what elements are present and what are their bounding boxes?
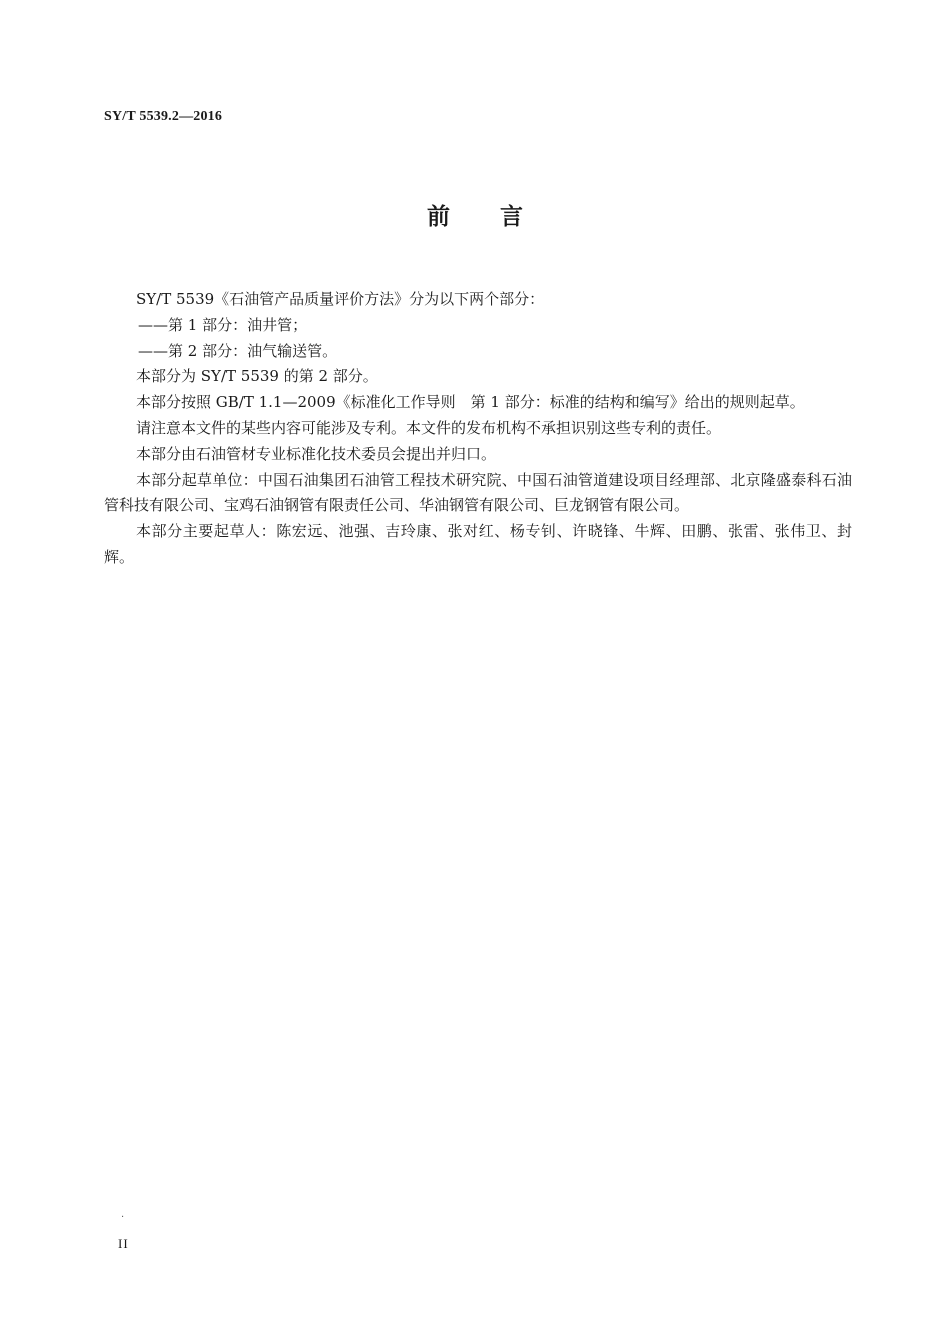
list-item-part-1: ——第 1 部分：油井管； [138,315,308,334]
paragraph-this-part: 本部分为 SY/T 5539 的第 2 部分。 [136,367,378,386]
paragraph-proposer: 本部分由石油管材专业标准化技术委员会提出并归口。 [136,444,497,463]
paragraph-patent-notice: 请注意本文件的某些内容可能涉及专利。本文件的发布机构不承担识别这些专利的责任。 [136,418,722,437]
paragraph-drafting-units: 本部分起草单位：中国石油集团石油管工程技术研究院、中国石油管道建设项目经理部、北京隆盛泰科石油管科技有限公司、宝鸡石油钢管有限责任公司、华油钢管有限公司、巨龙钢管有限公司。 [104,470,852,515]
footer-mark: · [121,1212,125,1223]
paragraph-parts-intro: SY/T 5539《石油管产品质量评价方法》分为以下两个部分： [136,290,545,308]
page-number: II [118,1236,129,1251]
foreword-body [104,287,852,571]
paragraph-drafters: 本部分主要起草人：陈宏远、池强、吉玲康、张对红、杨专钊、许晓锋、牛辉、田鹏、张雷、张伟卫、封辉。 [104,522,852,566]
page-title: 前言 [427,204,573,230]
paragraph-drafting-rules: 本部分按照 GB/T 1.1—2009《标准化工作导则 第 1 部分：标准的结构和编写》给出的规则起草。 [136,393,805,412]
list-item-part-2: ——第 2 部分：油气输送管。 [138,341,338,360]
standard-code: SY/T 5539.2—2016 [104,109,223,124]
